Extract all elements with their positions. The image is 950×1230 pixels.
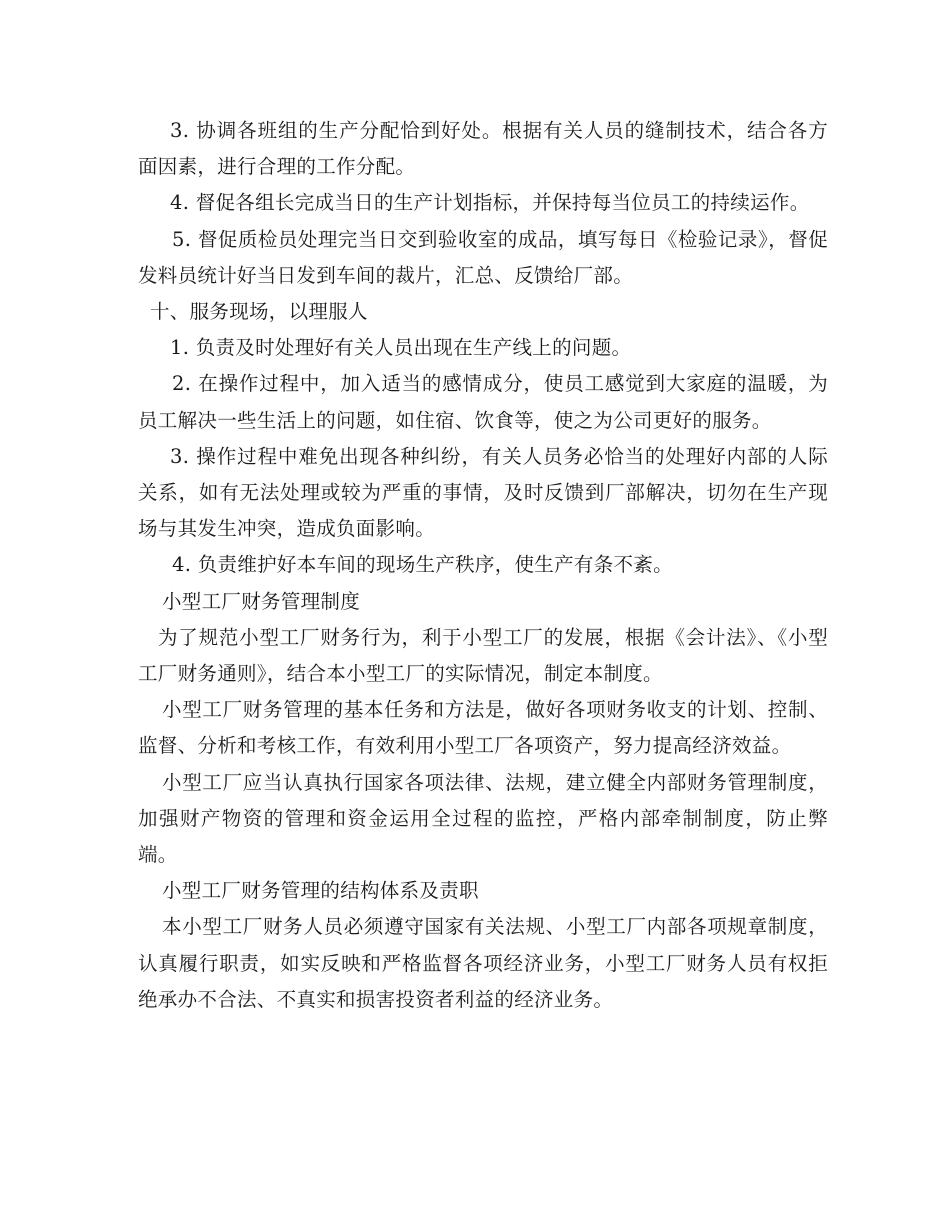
paragraph-staff-duties: 本小型工厂财务人员必须遵守国家有关法规、小型工厂内部各项规章制度，认真履行职责，如实反映和严格监督各项经济业务，小型工厂财务人员有权拒绝承办不合法、不真实和损害投资者利益的经济业务。 [138, 915, 828, 1011]
document-body [138, 113, 828, 1018]
paragraph-item-4b: 4. 负责维护好本车间的现场生产秩序，使生产有条不紊。 [172, 553, 673, 577]
paragraph-item-1: 1. 负责及时处理好有关人员出现在生产线上的问题。 [170, 336, 632, 360]
paragraph-intro: 为了规范小型工厂财务行为，利于小型工厂的发展，根据《会计法》、《小型工厂财务通则》，结合本小型工厂的实际情况，制定本制度。 [138, 625, 828, 686]
document-title: 小型工厂财务管理制度 [162, 589, 361, 613]
paragraph-item-5: 5. 督促质检员处理完当日交到验收室的成品，填写每日《检验记录》，督促发料员统计好当日发到车间的裁片，汇总、反馈给厂部。 [138, 227, 828, 287]
paragraph-legal-compliance: 小型工厂应当认真执行国家各项法律、法规，建立健全内部财务管理制度，加强财产物资的管理和资金运用全过程的监控，严格内部牵制制度，防止弊端。 [138, 770, 828, 867]
paragraph-item-4: 4. 督促各组长完成当日的生产计划指标，并保持每当位员工的持续运作。 [170, 191, 810, 215]
paragraph-item-3b: 3. 操作过程中难免出现各种纠纷，有关人员务必恰当的处理好内部的人际关系，如有无法处理或较为严重的事情，及时反馈到厂部解决，切勿在生产现场与其发生冲突，造成负面影响。 [138, 444, 828, 541]
paragraph-basic-task: 小型工厂财务管理的基本任务和方法是，做好各项财务收支的计划、控制、监督、分析和考核工作，有效利用小型工厂各项资产，努力提高经济效益。 [138, 698, 828, 758]
section-heading-10: 十、服务现场，以理服人 [150, 300, 368, 324]
paragraph-item-2: 2. 在操作过程中，加入适当的感情成分，使员工感觉到大家庭的温暖，为员工解决一些生活上的问题，如住宿、饮食等，使之为公司更好的服务。 [138, 372, 828, 432]
section-heading-structure: 小型工厂财务管理的结构体系及责职 [162, 879, 479, 903]
paragraph-item-3: 3. 协调各班组的生产分配恰到好处。根据有关人员的缝制技术，结合各方面因素，进行合理的工作分配。 [138, 119, 828, 179]
